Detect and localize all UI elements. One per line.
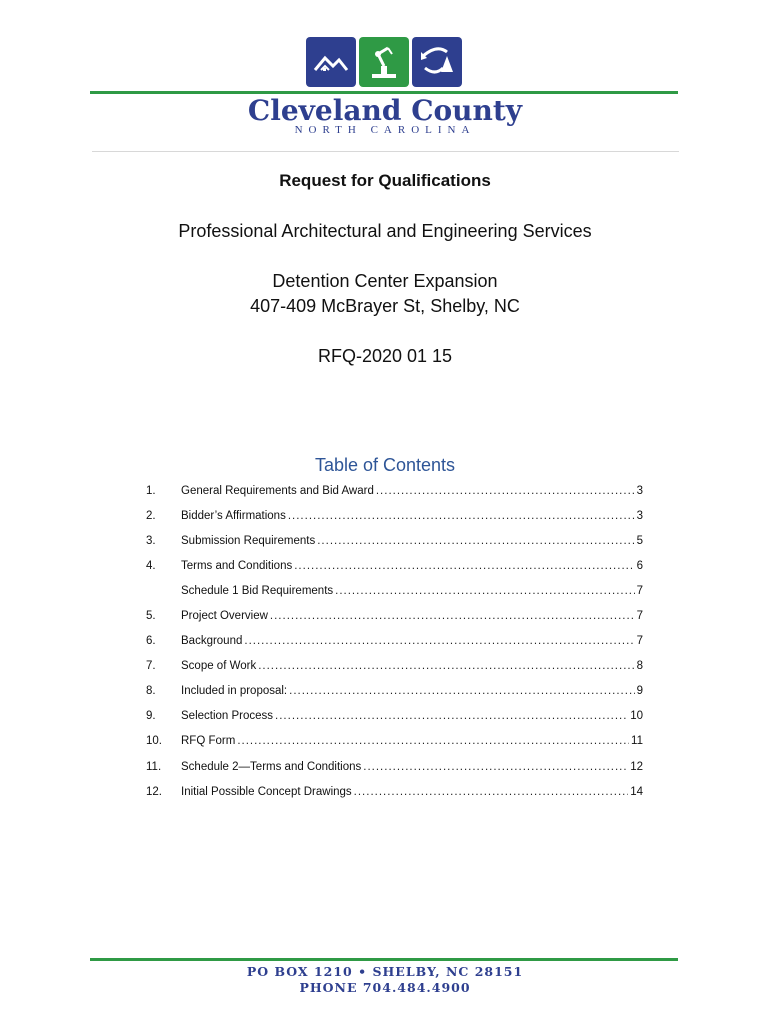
toc-leader-dots [335,585,634,597]
toc-entry-title: Bidder’s Affirmations [181,509,286,522]
toc-leader-dots [237,735,629,747]
footer-address: PO BOX 1210 • SHELBY, NC 28151 [246,964,524,979]
toc-entry-title: Schedule 1 Bid Requirements [181,584,334,597]
toc-entry-title: Selection Process [181,710,274,723]
toc-leader-dots [289,685,634,697]
toc-entry-page: 12 [630,760,643,773]
toc-entry-number: 4. [146,559,156,572]
toc-entry-title: Terms and Conditions [181,559,293,572]
toc-entry-number: 3. [146,534,156,547]
robot-arm-icon [359,37,409,87]
toc-entry[interactable] [146,754,643,779]
toc-entry-number: 1. [146,484,156,497]
toc-entry-title: Submission Requirements [181,534,316,547]
toc-entry-title: RFQ Form [181,735,236,748]
arrow-tree-icon [412,37,462,87]
toc-entry-number: 8. [146,685,156,698]
rfq-number: RFQ-2020 01 15 [317,346,453,366]
toc-entry-title: Project Overview [181,610,268,623]
toc-entry[interactable] [146,553,643,578]
project-address: 407-409 McBrayer St, Shelby, NC [250,296,520,316]
toc-entry[interactable] [146,528,643,553]
toc-leader-dots [270,610,635,622]
toc-leader-dots [288,510,635,522]
toc-leader-dots [317,535,634,547]
table-of-contents [146,478,643,804]
toc-entry-number: 7. [146,660,156,673]
toc-heading: Table of Contents [314,455,456,475]
toc-leader-dots [354,786,629,798]
logo-subtitle: NORTH CAROLINA [294,124,476,136]
toc-entry-title: Background [181,635,243,648]
toc-entry-number: 10. [146,735,162,748]
toc-entry-title: Included in proposal: [181,685,288,698]
toc-entry-number: 9. [146,710,156,723]
service-title: Professional Architectural and Engineering Services [178,221,592,241]
toc-leader-dots [363,761,628,773]
toc-entry-page: 10 [630,710,643,723]
toc-entry-page: 6 [636,559,643,572]
toc-entry[interactable] [146,729,643,754]
county-logo [306,37,462,89]
toc-entry[interactable] [146,578,643,603]
toc-entry-number: 11. [146,760,162,773]
toc-leader-dots [275,710,628,722]
toc-entry[interactable] [146,779,643,804]
footer-phone: PHONE 704.484.4900 [299,980,471,995]
toc-entry[interactable] [146,478,643,503]
toc-entry-page: 5 [636,534,643,547]
toc-entry-title: Initial Possible Concept Drawings [181,785,352,798]
toc-entry-page: 7 [636,610,643,623]
toc-entry[interactable] [146,679,643,704]
toc-entry-title: Schedule 2—Terms and Conditions [181,760,362,773]
toc-entry-page: 14 [630,785,643,798]
toc-leader-dots [294,560,634,572]
toc-leader-dots [258,660,634,672]
toc-entry-page: 11 [631,735,643,748]
toc-entry[interactable] [146,704,643,729]
toc-entry-number: 2. [146,509,156,522]
toc-entry-page: 8 [636,660,643,673]
toc-entry[interactable] [146,629,643,654]
logo-title: Cleveland County [247,94,523,127]
toc-entry[interactable] [146,603,643,628]
toc-entry-title: General Requirements and Bid Award [181,484,374,497]
document-title: Request for Qualifications [279,171,491,190]
toc-entry-page: 7 [636,584,643,597]
toc-leader-dots [244,635,634,647]
toc-entry-number: 5. [146,610,156,623]
project-title: Detention Center Expansion [272,271,498,291]
toc-leader-dots [376,485,635,497]
toc-entry-number: 12. [146,785,162,798]
header-divider [92,151,679,152]
toc-entry-page: 7 [636,635,643,648]
toc-entry[interactable] [146,503,643,528]
toc-entry-title: Scope of Work [181,660,257,673]
house-icon [306,37,356,87]
footer-green-rule [90,958,678,961]
toc-entry-number: 6. [146,635,156,648]
toc-entry-page: 9 [636,685,643,698]
toc-entry-page: 3 [636,509,643,522]
toc-entry-page: 3 [636,484,643,497]
toc-entry[interactable] [146,654,643,679]
